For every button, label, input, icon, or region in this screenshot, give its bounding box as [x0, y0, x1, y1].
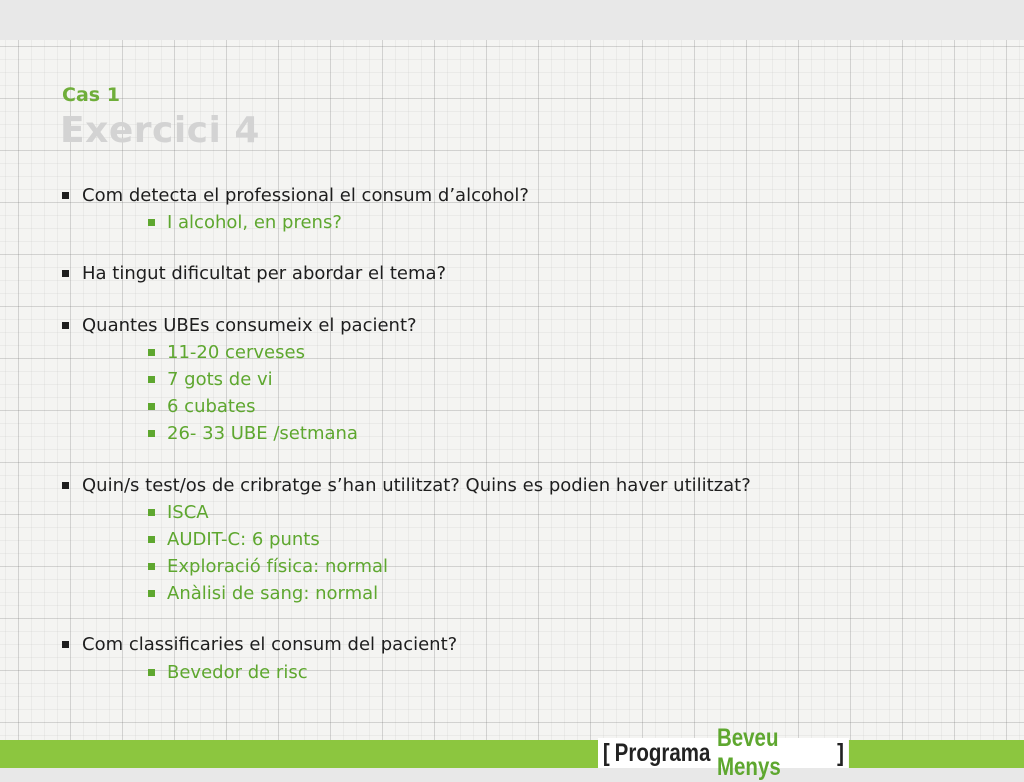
- bullet-text: 7 gots de vi: [167, 368, 273, 390]
- bullet-item: [62, 631, 1002, 658]
- slide-subtitle: Cas 1: [62, 84, 120, 106]
- bullet-text: Anàlisi de sang: normal: [167, 583, 379, 605]
- bullet-text: 26- 33 UBE /setmana: [167, 423, 358, 445]
- square-bullet-icon: [148, 563, 155, 570]
- sub-bullet-item: [62, 499, 1002, 526]
- bullet-item: [62, 260, 1002, 287]
- footer-bar: [0, 740, 1024, 768]
- bullet-text: 11-20 cerveses: [167, 341, 305, 363]
- bullet-text: Quantes UBEs consumeix el pacient?: [82, 314, 417, 336]
- square-bullet-icon: [148, 669, 155, 676]
- sub-bullet-item: [62, 339, 1002, 366]
- square-bullet-icon: [148, 349, 155, 356]
- logo-bracket-close: ]: [837, 738, 844, 767]
- square-bullet-icon: [62, 482, 69, 489]
- list-gap: [62, 607, 1002, 631]
- bullet-list: [62, 182, 1002, 686]
- logo-program-word: Programa: [614, 738, 711, 767]
- bullet-item: [62, 312, 1002, 339]
- slide-title: Exercici 4: [60, 110, 260, 151]
- sub-bullet-item: [62, 209, 1002, 236]
- bullet-text: Ha tingut dificultat per abordar el tema?: [82, 263, 447, 285]
- square-bullet-icon: [148, 219, 155, 226]
- sub-bullet-item: [62, 366, 1002, 393]
- square-bullet-icon: [62, 322, 69, 329]
- bullet-item: [62, 472, 1002, 499]
- square-bullet-icon: [62, 270, 69, 277]
- square-bullet-icon: [148, 430, 155, 437]
- sub-bullet-item: [62, 420, 1002, 447]
- bullet-text: ISCA: [167, 501, 209, 523]
- sub-bullet-item: [62, 526, 1002, 553]
- sub-bullet-item: [62, 659, 1002, 686]
- square-bullet-icon: [148, 376, 155, 383]
- square-bullet-icon: [148, 590, 155, 597]
- list-gap: [62, 236, 1002, 260]
- bullet-text: Com detecta el professional el consum d’alcohol?: [82, 185, 529, 206]
- square-bullet-icon: [148, 509, 155, 516]
- square-bullet-icon: [148, 536, 155, 543]
- bullet-text: 6 cubates: [167, 396, 256, 418]
- list-gap: [62, 448, 1002, 472]
- program-logo: [598, 724, 849, 781]
- square-bullet-icon: [148, 403, 155, 410]
- sub-bullet-item: [62, 553, 1002, 580]
- square-bullet-icon: [62, 641, 69, 648]
- bullet-text: Com classificaries el consum del pacient?: [82, 634, 458, 656]
- bullet-text: Exploració física: normal: [167, 556, 389, 578]
- bullet-text: AUDIT-C: 6 punts: [167, 528, 320, 550]
- sub-bullet-item: [62, 580, 1002, 607]
- logo-program-name: Beveu Menys: [716, 724, 781, 781]
- bullet-text: I alcohol, en prens?: [167, 212, 342, 234]
- bullet-text: Bevedor de risc: [167, 661, 308, 683]
- sub-bullet-item: [62, 393, 1002, 420]
- square-bullet-icon: [62, 192, 69, 199]
- list-gap: [62, 288, 1002, 312]
- bullet-text: Quin/s test/os de cribratge s’han utilitzat? Quins es podien haver utilitzat?: [82, 474, 751, 496]
- bullet-item: [62, 182, 1002, 209]
- logo-bracket-open: [: [602, 738, 610, 767]
